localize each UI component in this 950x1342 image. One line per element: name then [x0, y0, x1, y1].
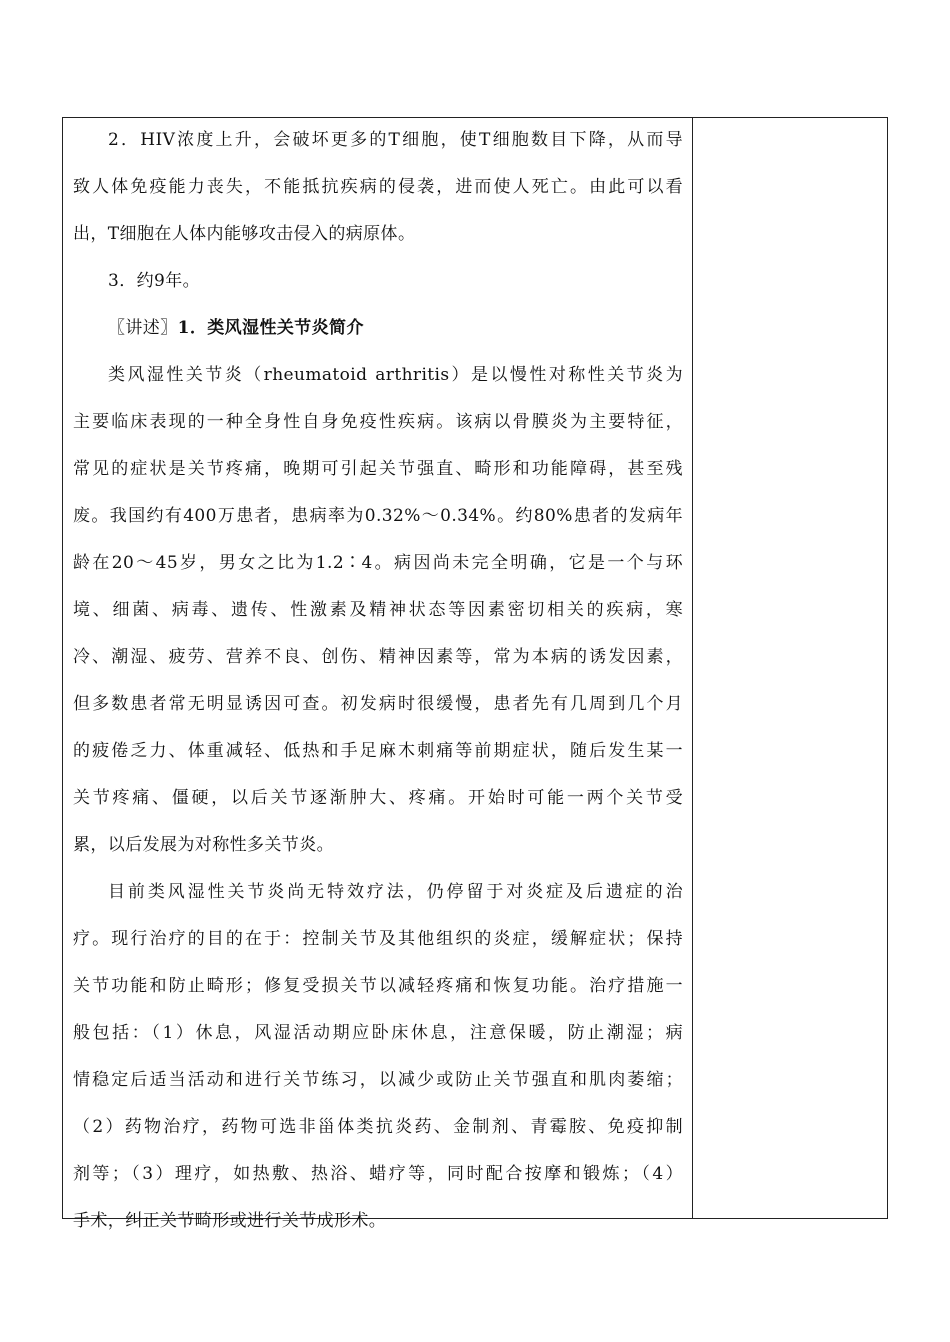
text-line: 累，以后发展为对称性多关节炎。 — [73, 835, 334, 855]
paragraph-ra-intro — [73, 352, 683, 869]
paragraph-years — [73, 258, 683, 305]
paragraph-ra-treatment — [73, 869, 683, 1245]
text-line: 的疲倦乏力、体重减轻、低热和手足麻木刺痛等前期症状，随后发生某一 — [73, 741, 683, 761]
text-line: 剂等；（3）理疗，如热敷、热浴、蜡疗等，同时配合按摩和锻炼；（4） — [73, 1164, 683, 1184]
text-line: 致人体免疫能力丧失，不能抵抗疾病的侵袭，进而使人死亡。由此可以看 — [73, 177, 683, 197]
lesson-content — [73, 117, 683, 1245]
text-line: 常见的症状是关节疼痛，晚期可引起关节强直、畸形和功能障碍，甚至残 — [73, 459, 683, 479]
paragraph-lecture-heading — [73, 305, 683, 352]
column-divider — [692, 117, 693, 1219]
text-line: 目前类风湿性关节炎尚无特效疗法，仍停留于对炎症及后遗症的治 — [108, 882, 683, 902]
text-line: 主要临床表现的一种全身性自身免疫性疾病。该病以骨膜炎为主要特征， — [73, 412, 683, 432]
text-line: 关节功能和防止畸形；修复受损关节以减轻疼痛和恢复功能。治疗措施一 — [73, 976, 683, 996]
text-line: 疗。现行治疗的目的在于：控制关节及其他组织的炎症，缓解症状；保持 — [73, 929, 683, 949]
text-line: 般包括：（1）休息，风湿活动期应卧床休息，注意保暖，防止潮湿；病 — [73, 1023, 683, 1043]
paragraph-hiv — [73, 117, 683, 258]
text-line: 冷、潮湿、疲劳、营养不良、创伤、精神因素等，常为本病的诱发因素， — [73, 647, 683, 667]
text-line: 手术，纠正关节畸形或进行关节成形术。 — [73, 1211, 387, 1231]
text-line: 废。我国约有400万患者，患病率为0.32%～0.34%。约80%患者的发病年 — [73, 506, 683, 526]
lecture-heading-line — [73, 305, 683, 352]
text-line: 出，T细胞在人体内能够攻击侵入的病原体。 — [73, 224, 416, 244]
text-line: 龄在20～45岁，男女之比为1.2∶4。病因尚未完全明确，它是一个与环 — [73, 553, 683, 573]
text-line: 但多数患者常无明显诱因可查。初发病时很缓慢，患者先有几周到几个月 — [73, 694, 683, 714]
text-line: 3．约9年。 — [108, 271, 201, 291]
lecture-prefix: 〖讲述〗 — [108, 318, 178, 338]
text-line: 类风湿性关节炎（rheumatoid arthritis）是以慢性对称性关节炎为 — [108, 365, 683, 385]
text-line: （2）药物治疗，药物可选非甾体类抗炎药、金制剂、青霉胺、免疫抑制 — [73, 1117, 683, 1137]
section-heading: 1．类风湿性关节炎简介 — [177, 318, 364, 338]
text-line: 2．HIV浓度上升，会破坏更多的T细胞，使T细胞数目下降，从而导 — [108, 130, 683, 150]
text-line: 情稳定后适当活动和进行关节练习，以减少或防止关节强直和肌肉萎缩； — [73, 1070, 683, 1090]
text-line: 关节疼痛、僵硬，以后关节逐渐肿大、疼痛。开始时可能一两个关节受 — [73, 788, 683, 808]
text-line: 境、细菌、病毒、遗传、性激素及精神状态等因素密切相关的疾病，寒 — [73, 600, 683, 620]
